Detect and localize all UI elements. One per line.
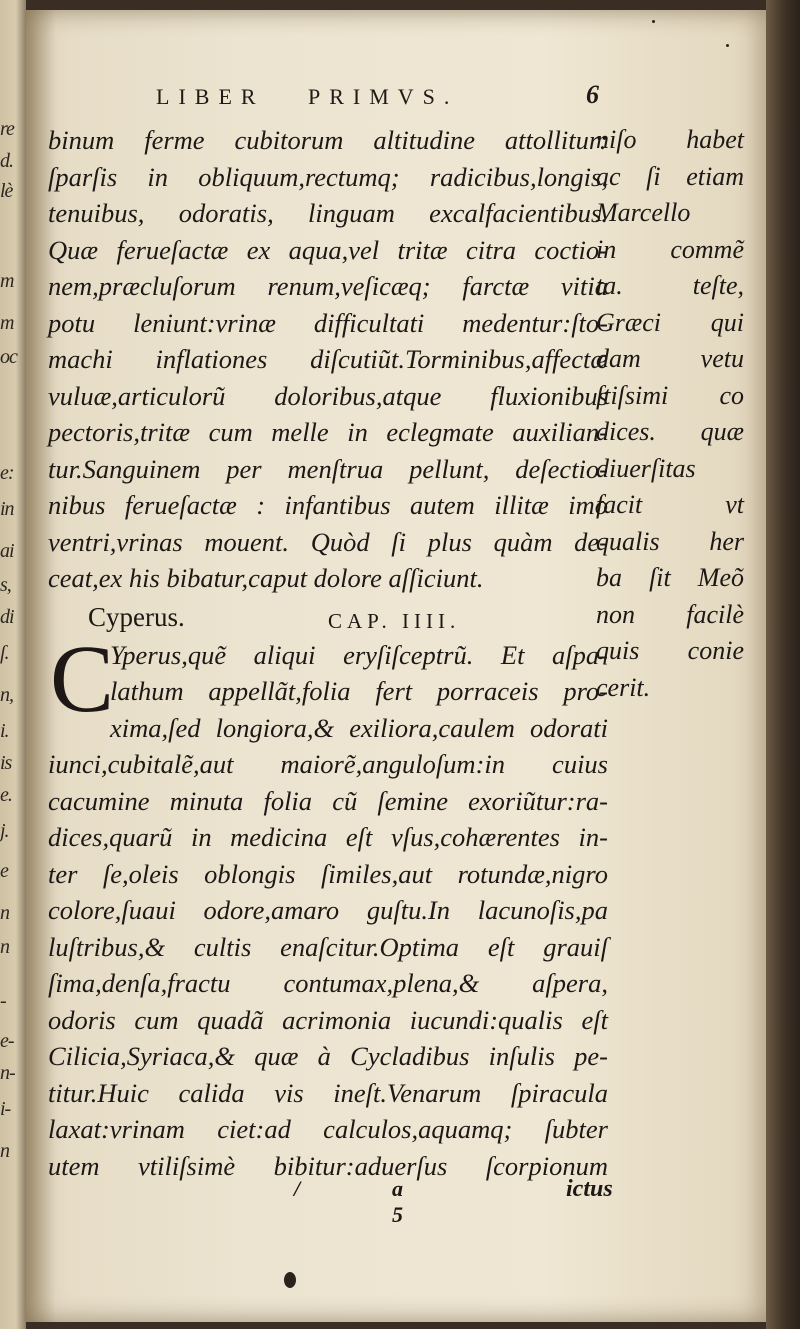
previous-page-fragment: n	[0, 1140, 9, 1162]
folio-number: 6	[586, 80, 599, 109]
text-line: ſima,denſa,fractu contumax,plena,& aſpera,	[48, 968, 608, 998]
text-line: machi inflationes diſcutiũt.Torminibus,affectæ	[48, 344, 608, 374]
previous-page-fragment: m	[0, 312, 14, 334]
drop-cap-letter: C	[50, 624, 115, 732]
marginal-note-line: ac ſi etiam	[596, 161, 744, 191]
marginal-note	[596, 122, 756, 706]
main-text-column	[48, 122, 608, 1184]
paper-speck	[652, 20, 655, 23]
running-title-liber: LIBER	[156, 84, 265, 109]
previous-page-edge	[0, 0, 26, 1329]
text-line: binum ferme cubitorum altitudine attollitur:	[48, 125, 608, 155]
text-line: laxat:vrinam ciet:ad calculos,aquamq; ſubter	[48, 1114, 608, 1144]
previous-page-fragment: oc	[0, 346, 17, 368]
text-line: iunci,cubitalẽ,aut maiorẽ,anguloſum:in cuius	[48, 749, 608, 779]
marginal-note-line: in commẽ	[596, 234, 744, 264]
chapter-name: Cyperus.	[88, 601, 185, 632]
chapter-heading	[48, 597, 608, 637]
marginal-note-line: dices. quæ	[596, 417, 744, 446]
signature-slash: /	[294, 1176, 301, 1201]
previous-page-fragment: e-	[0, 1030, 14, 1052]
marginal-note-line: facit vt	[596, 490, 744, 519]
paper-speck	[726, 44, 729, 47]
previous-page-fragment: i-	[0, 1098, 11, 1120]
previous-page-fragment: j.	[0, 820, 9, 842]
book-edge-right	[766, 0, 800, 1329]
text-line: Cilicia,Syriaca,& quæ à Cycladibus inſulis pe-	[48, 1041, 608, 1071]
text-line: vuluæ,articulorũ doloribus,atque fluxionibus	[48, 380, 608, 411]
catchword: ictus	[566, 1176, 613, 1202]
text-line: pectoris,tritæ cum melle in eclegmate auxilian-	[48, 417, 608, 447]
text-line: nibus ferueſactæ : infantibus autem illitæ imo	[48, 490, 608, 520]
text-line: ceat,ex his bibatur,caput dolore aſſiciunt.	[48, 563, 484, 593]
previous-page-fragment: is	[0, 752, 12, 774]
marginal-note-line: ta. teſte,	[596, 271, 744, 300]
text-line: colore,ſuaui odore,amaro guſtu.In lacunoſis,pa	[48, 895, 608, 925]
marginal-note-line: niſo habet	[596, 125, 744, 154]
previous-page-fragment: i.	[0, 720, 9, 742]
marginal-note-line: quis conie	[596, 636, 744, 665]
chapter-body	[48, 624, 608, 1185]
body-top-block	[48, 122, 608, 597]
marginal-note-line: diuerſitas	[596, 453, 696, 483]
text-line: potu leniunt:vrinæ difficultati medentur:ſto-	[48, 307, 608, 338]
text-line: utem vtiliſsimè bibitur:aduerſus ſcorpionum	[48, 1150, 608, 1181]
text-line: Yperus,quẽ aliqui eryſiſceptrũ. Et aſpa-	[110, 639, 608, 670]
previous-page-fragment: ſ.	[0, 642, 9, 664]
previous-page-fragment: m	[0, 270, 14, 292]
text-line: luſtribus,& cultis enaſcitur.Optima eſt grauiſ	[48, 931, 608, 962]
previous-page-fragment: re	[0, 118, 14, 140]
signature-text: a 5	[392, 1176, 429, 1227]
previous-page-fragment: e.	[0, 784, 12, 806]
running-title-primus: PRIMVS.	[308, 84, 459, 109]
marginal-note-line: Græci qui	[596, 307, 744, 337]
previous-page-fragment: e:	[0, 462, 14, 484]
marginal-note-line: dam vetu	[596, 344, 744, 373]
previous-page-fragment: di	[0, 606, 14, 628]
text-line: ter ſe,oleis oblongis ſimiles,aut rotundæ,nigro	[48, 858, 608, 889]
text-line: lathum appellãt,folia fert porraceis pro-	[110, 676, 608, 706]
text-line: nem,præcluſorum renum,veſicæq; farctæ vitia	[48, 271, 608, 301]
text-line: tur.Sanguinem per menſtrua pellunt, deſectio-	[48, 453, 608, 484]
previous-page-fragment: -	[0, 990, 6, 1012]
previous-page-fragment: n	[0, 902, 9, 924]
text-line: titur.Huic calida vis ineſt.Venarum ſpiracula	[48, 1077, 608, 1108]
ink-blot	[284, 1272, 296, 1288]
chapter-number: CAP. IIII.	[328, 608, 461, 633]
previous-page-fragment: n,	[0, 684, 13, 706]
marginal-note-line: qualis her	[596, 526, 744, 556]
text-line: cacumine minuta folia cũ ſemine exoriũtur:ra-	[48, 785, 608, 816]
marginal-note-line: ba ſit Meõ	[596, 563, 744, 592]
marginal-note-line: Marcello	[596, 198, 691, 227]
previous-page-fragment: d.	[0, 150, 13, 172]
text-line: ventri,vrinas mouent. Quòd ſi plus quàm de-	[48, 526, 608, 557]
marginal-note-line: ſtiſsimi co	[596, 380, 744, 410]
book-page	[26, 10, 766, 1322]
text-line: odoris cum quadã acrimonia iucundi:qualis eſt	[48, 1004, 608, 1035]
text-line: Quæ ferueſactæ ex aqua,vel tritæ citra coctio-	[48, 234, 608, 265]
marginal-note-line: cerit.	[596, 672, 651, 702]
previous-page-fragment: ai	[0, 540, 14, 562]
previous-page-fragment: lè	[0, 180, 13, 202]
previous-page-fragment: in	[0, 498, 14, 520]
previous-page-fragment: e	[0, 860, 8, 882]
marginal-note-line: non facilè	[596, 599, 744, 629]
text-line: ſparſis in obliquum,rectumq; radicibus,longis,	[48, 161, 608, 192]
text-line: dices,quarũ in medicina eſt vſus,cohærentes in-	[48, 822, 608, 852]
previous-page-fragment: n-	[0, 1062, 15, 1084]
previous-page-fragment: s,	[0, 574, 11, 596]
previous-page-fragment: n	[0, 936, 9, 958]
text-line: xima,ſed longiora,& exiliora,caulem odorati	[110, 712, 608, 743]
text-line: tenuibus, odoratis, linguam excalfacientibus.	[48, 198, 608, 228]
